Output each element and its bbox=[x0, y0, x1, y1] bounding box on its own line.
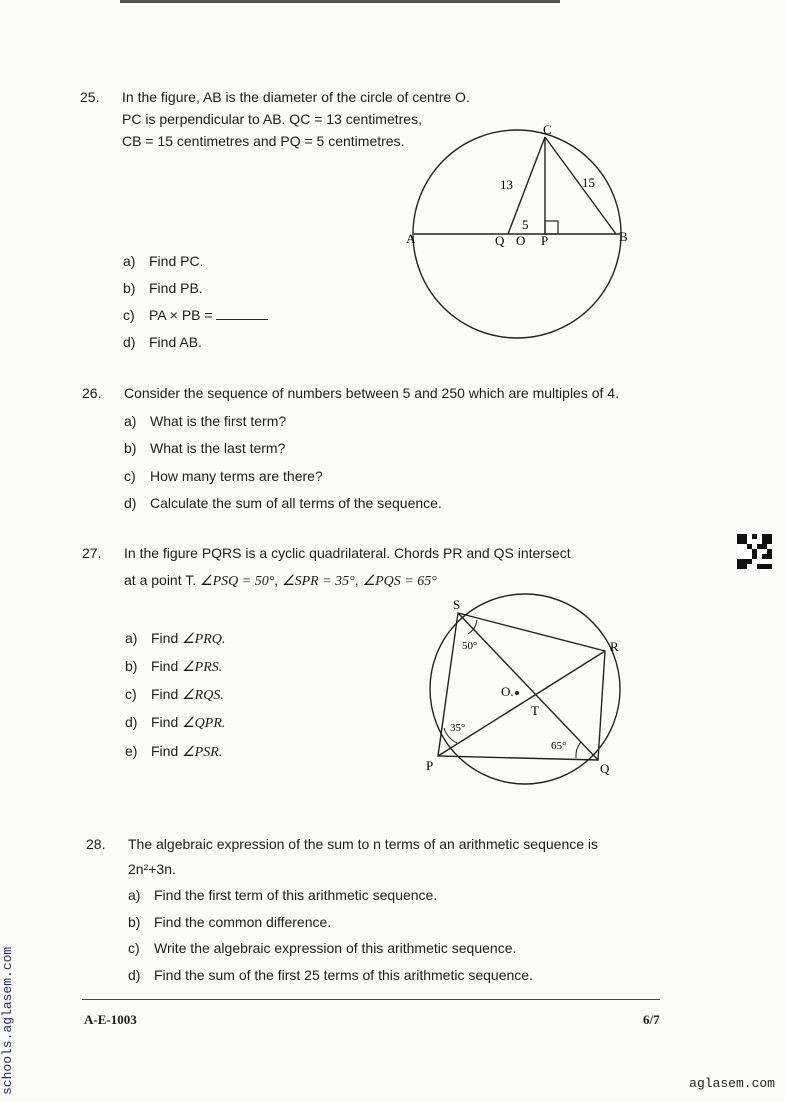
scan-top-edge bbox=[120, 0, 560, 3]
q25-part-b: b) Find PB. bbox=[123, 280, 203, 296]
q25-part-a: a) Find PC. bbox=[123, 253, 204, 269]
q26-part-c: c) How many terms are there? bbox=[124, 468, 323, 484]
q27-number: 27. bbox=[82, 545, 102, 561]
q27-line-2: at a point T. ∠PSQ = 50°, ∠SPR = 35°, ∠PQS = 65° bbox=[124, 572, 437, 589]
q26-part-a: a) What is the first term? bbox=[124, 413, 287, 429]
q25-line-1: In the figure, AB is the diameter of the circle of centre O. bbox=[122, 89, 470, 105]
q27-part-c: c) Find ∠RQS. bbox=[125, 686, 224, 703]
q26-text: Consider the sequence of numbers between 5 and 250 which are multiples of 4. bbox=[124, 385, 619, 401]
q27-line-1: In the figure PQRS is a cyclic quadrilateral. Chords PR and QS intersect bbox=[124, 545, 571, 561]
label-c: C bbox=[543, 122, 552, 137]
q25-line-3: CB = 15 centimetres and PQ = 5 centimetres. bbox=[122, 133, 405, 149]
q25-circle-figure bbox=[400, 120, 640, 360]
qr-code-icon bbox=[737, 534, 772, 569]
label-r: R bbox=[610, 639, 619, 654]
corner-watermark: aglasem.com bbox=[689, 1076, 775, 1091]
quadrilateral-pqrs bbox=[438, 613, 605, 760]
q26-part-d: d) Calculate the sum of all terms of the sequence. bbox=[124, 495, 442, 511]
label-o-q27: O. bbox=[501, 684, 514, 699]
q26-part-b: b) What is the last term? bbox=[124, 440, 286, 456]
q28-part-b: b) Find the common difference. bbox=[128, 914, 332, 930]
label-pq-length: 5 bbox=[522, 217, 529, 232]
q27-part-b: b) Find ∠PRS. bbox=[125, 658, 223, 675]
q28-line-2: 2n²+3n. bbox=[128, 861, 176, 877]
chord-qs bbox=[458, 613, 598, 760]
q28-line-1: The algebraic expression of the sum to n terms of an arithmetic sequence is bbox=[128, 836, 599, 852]
centre-dot bbox=[515, 691, 519, 695]
label-q-q27: Q bbox=[600, 761, 610, 776]
angle-arc-q bbox=[576, 742, 581, 758]
label-cb-length: 15 bbox=[582, 175, 595, 190]
label-qc-length: 13 bbox=[500, 177, 513, 192]
q25-line-2: PC is perpendicular to AB. QC = 13 centimetres, bbox=[122, 111, 422, 127]
paper-code: A-E-1003 bbox=[84, 1012, 137, 1027]
q25-part-d: d) Find AB. bbox=[123, 334, 202, 350]
label-angle-35: 35° bbox=[450, 722, 466, 734]
q27-part-e: e) Find ∠PSR. bbox=[125, 743, 223, 760]
q28-part-a: a) Find the first term of this arithmetic sequence. bbox=[128, 887, 438, 903]
answer-blank bbox=[216, 307, 268, 320]
label-b: B bbox=[619, 229, 628, 244]
label-p: P bbox=[541, 233, 549, 248]
q27-part-a: a) Find ∠PRQ. bbox=[125, 630, 226, 647]
page-number: 6/7 bbox=[643, 1012, 660, 1027]
q28-number: 28. bbox=[86, 836, 106, 852]
label-angle-50: 50° bbox=[462, 640, 478, 652]
q25-part-c: c) PA × PB = bbox=[123, 307, 268, 323]
label-s: S bbox=[453, 597, 461, 612]
label-p-q27: P bbox=[426, 758, 434, 773]
q27-cyclic-figure bbox=[410, 590, 635, 790]
footer-rule bbox=[82, 999, 660, 1000]
q25-number: 25. bbox=[80, 89, 100, 105]
label-angle-65: 65° bbox=[551, 740, 567, 752]
q27-circle bbox=[430, 594, 620, 784]
label-a: A bbox=[406, 231, 416, 246]
q28-part-c: c) Write the algebraic expression of this arithmetic sequence. bbox=[128, 940, 517, 956]
q26-number: 26. bbox=[82, 385, 102, 401]
side-watermark: schools.aglasem.com bbox=[0, 946, 15, 1095]
label-o: O bbox=[516, 233, 526, 248]
label-t: T bbox=[531, 703, 539, 718]
label-q: Q bbox=[495, 233, 505, 248]
q27-part-d: d) Find ∠QPR. bbox=[125, 714, 226, 731]
q28-part-d: d) Find the sum of the first 25 terms of this arithmetic sequence. bbox=[128, 967, 533, 983]
